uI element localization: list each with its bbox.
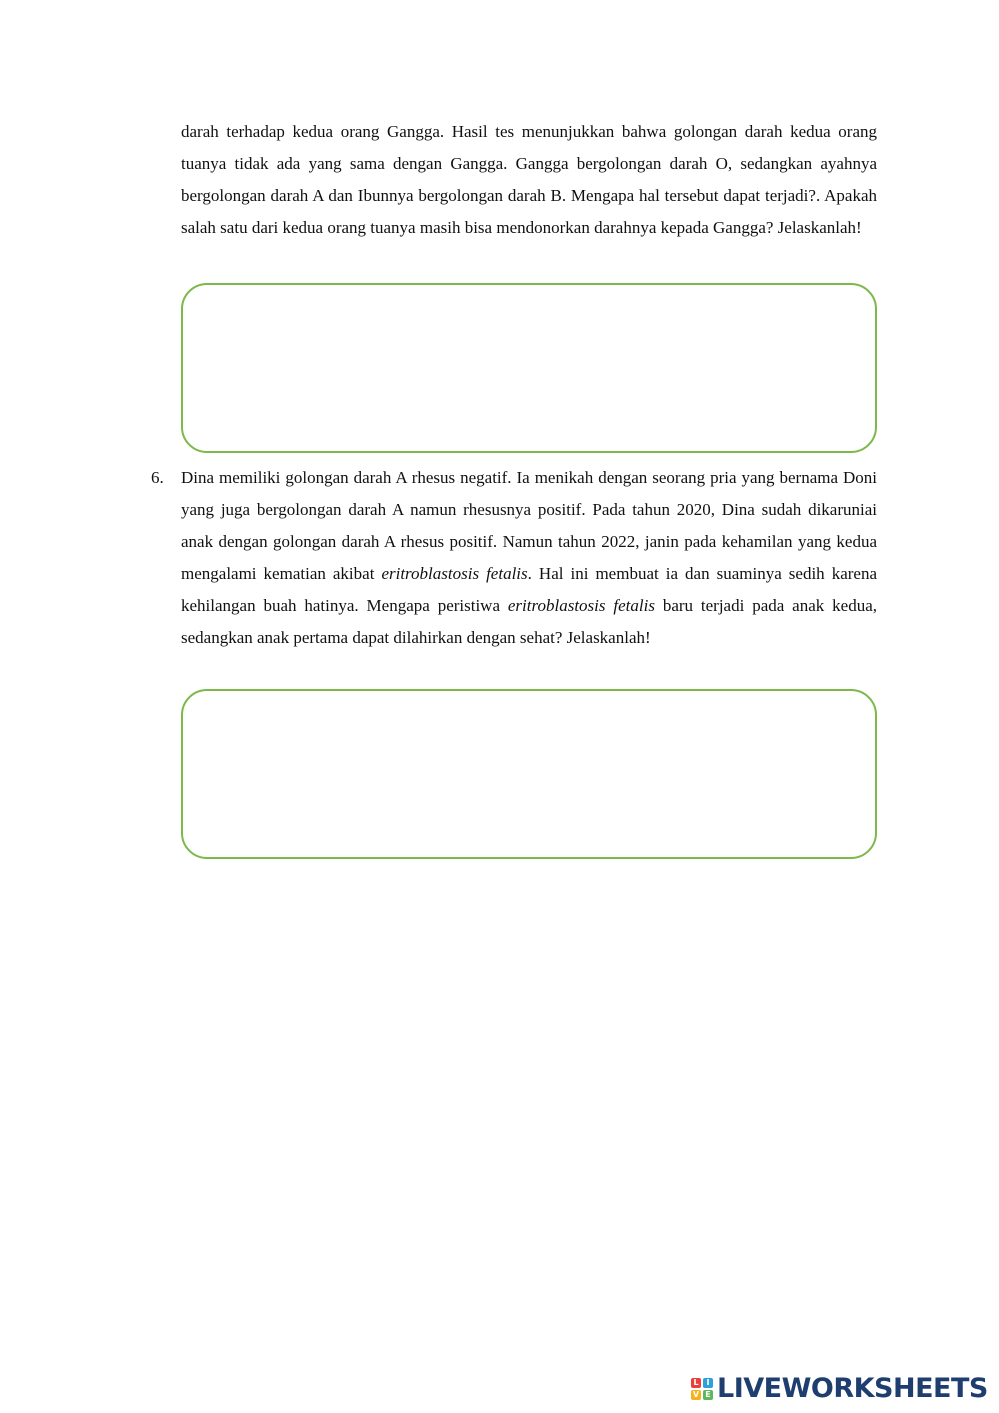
logo-mark-letter-e: E xyxy=(703,1390,713,1400)
question-6-text-part2: . Hal ini membuat ia dan suaminya sedih karena kehilangan buah hatinya. Mengapa peristiwa xyxy=(181,564,877,615)
answer-box-question-5[interactable] xyxy=(181,283,877,453)
question-5-continuation-text: darah terhadap kedua orang Gangga. Hasil tes menunjukkan bahwa golongan darah kedua orang tuanya tidak ada yang sama dengan Gangga. Gangga bergolongan darah O, sedangkan ayahnya bergolongan darah A dan Ibunnya bergolongan darah B. Mengapa hal tersebut dapat terjadi?. Apakah salah satu dari kedua orang tuanya masih bisa mendonorkan darahnya kepada Gangga? Jelaskanlah! xyxy=(181,122,877,237)
logo-mark-letter-i: I xyxy=(703,1378,713,1388)
liveworksheets-logo-icon xyxy=(691,1378,713,1400)
logo-mark-letter-l: L xyxy=(691,1378,701,1388)
question-6-italic-term-1: eritroblastosis fetalis xyxy=(381,564,528,583)
answer-box-question-6[interactable] xyxy=(181,689,877,859)
question-6-number: 6. xyxy=(151,468,164,487)
liveworksheets-logo-text: LIVEWORKSHEETS xyxy=(717,1373,988,1404)
question-6-text xyxy=(181,462,877,654)
question-6-italic-term-2: eritroblastosis fetalis xyxy=(507,596,655,615)
logo-mark-letter-v: V xyxy=(692,1390,700,1399)
question-6-text-part1: Dina memiliki golongan darah A rhesus negatif. Ia menikah dengan seorang pria yang bernama Doni yang juga bergolongan darah A namun rhesusnya positif. Pada tahun 2020, Dina sudah dikaruniai anak dengan golongan darah A rhesus positif. Namun tahun 2022, janin pada kehamilan yang kedua mengalami kematian akibat xyxy=(181,468,877,583)
liveworksheets-logo xyxy=(691,1372,988,1406)
question-6-text-part3: baru terjadi pada anak kedua, sedangkan anak pertama dapat dilahirkan dengan sehat? Jelaskanlah! xyxy=(181,596,877,647)
